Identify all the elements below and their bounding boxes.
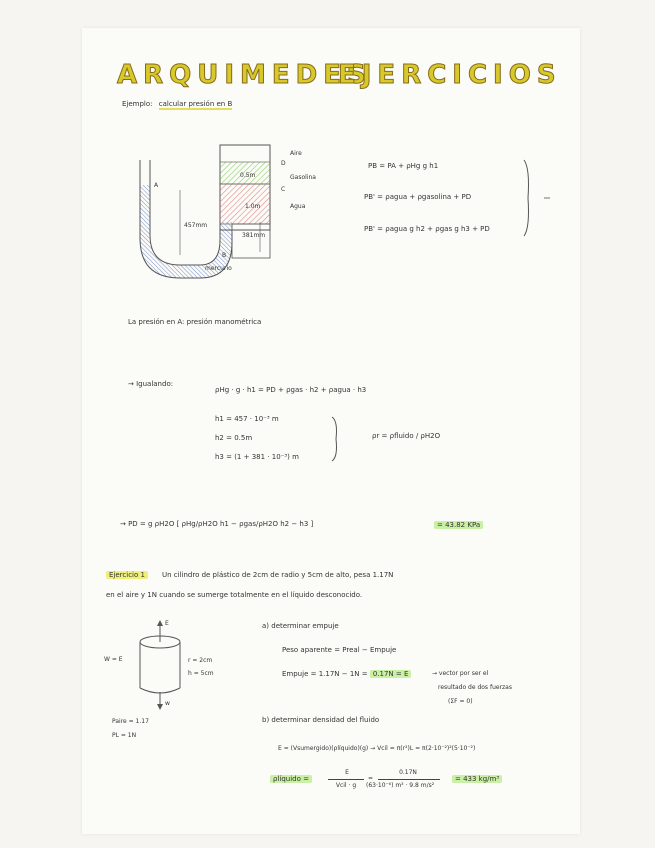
cylinder-diagram bbox=[125, 620, 195, 710]
vector-note-1: → vector por ser el bbox=[432, 670, 489, 677]
label-C: C bbox=[281, 186, 286, 193]
brace-values bbox=[330, 415, 344, 463]
force-w-label: w bbox=[165, 700, 170, 707]
equation-2: PB' = ρagua + ρgasolina + PD bbox=[364, 193, 472, 201]
dim-457: 457mm bbox=[184, 222, 208, 229]
pl-value: PL = 1N bbox=[112, 732, 137, 739]
rho-equals: = bbox=[368, 775, 374, 782]
rho-frac2-bar bbox=[378, 779, 440, 780]
empuje-volume-equation: E = (Vsumergido)(ρlíquido)(g) → Vcil = π(r²)L = π(2·10⁻²)²(5·10⁻²) bbox=[278, 745, 476, 752]
example-label: Ejemplo: calcular presión en B bbox=[122, 100, 233, 108]
title-ejercicios: EJERCICIOS bbox=[338, 60, 562, 90]
peso-aparente: Peso aparente = Preal − Empuje bbox=[282, 646, 397, 654]
label-mercurio: mercurio bbox=[205, 265, 232, 272]
value-h1: h1 = 457 · 10⁻³ m bbox=[215, 415, 279, 423]
equating-equation: ρHg · g · h1 = PD + ρgas · h2 + ρagua · h3 bbox=[215, 386, 367, 394]
label-B: B bbox=[222, 252, 227, 259]
label-A: A bbox=[154, 182, 159, 189]
example-task: calcular presión en B bbox=[158, 100, 233, 108]
empuje-equation: Empuje = 1.17N − 1N = 0.17N = E bbox=[282, 670, 411, 678]
w-equals-E: W = E bbox=[104, 656, 123, 663]
pressure-note: La presión en A: presión manométrica bbox=[128, 318, 262, 326]
rho-frac2-num: 0.17N bbox=[399, 769, 417, 776]
title-arquimedes: ARQUIMEDES bbox=[117, 60, 372, 90]
paire-value: Paire = 1.17 bbox=[112, 718, 149, 725]
value-h2: h2 = 0.5m bbox=[215, 434, 253, 442]
label-D: D bbox=[281, 160, 286, 167]
label-aire: Aire bbox=[290, 150, 302, 157]
rho-frac2-den: (63·10⁻⁶) m³ · 9.8 m/s² bbox=[366, 782, 435, 789]
result-value: = 43.82 KPa bbox=[434, 521, 483, 529]
radius-value: r = 2cm bbox=[188, 657, 213, 664]
dim-381: 381mm bbox=[242, 232, 266, 239]
rho-result: = 433 kg/m³ bbox=[452, 775, 502, 783]
part-b-label: b) determinar densidad del fluido bbox=[262, 716, 380, 724]
dim-0-5: 0.5m bbox=[240, 172, 256, 179]
exercise-statement-1: Un cilindro de plástico de 2cm de radio y 5cm de alto, pesa 1.17N bbox=[162, 571, 394, 579]
result-equation: → PD = g ρH2O [ ρHg/ρH2O h1 − ρgas/ρH2O h2 − h3 ] bbox=[120, 520, 314, 528]
rho-label: ρlíquido = bbox=[270, 775, 312, 783]
part-a-label: a) determinar empuje bbox=[262, 622, 339, 630]
rho-frac-bar bbox=[328, 779, 364, 780]
rho-frac-den: Vcil · g bbox=[335, 782, 357, 789]
density-ratio: ρr = ρfluido / ρH2O bbox=[372, 432, 441, 440]
equation-3: PB' = ρagua g h2 + ρgas g h3 + PD bbox=[364, 225, 490, 233]
force-E-label: E bbox=[165, 620, 169, 627]
empuje-result: 0.17N = E bbox=[370, 670, 412, 678]
dim-1m: 1.0m bbox=[245, 203, 261, 210]
label-gasolina: Gasolina bbox=[290, 174, 316, 181]
label-agua: Agua bbox=[290, 203, 306, 210]
vector-note-2: resultado de dos fuerzas bbox=[438, 684, 512, 691]
rho-frac-num: E bbox=[345, 769, 349, 776]
manometer-diagram bbox=[140, 140, 320, 280]
exercise-label: Ejercicio 1 bbox=[106, 571, 148, 579]
equation-1: PB = PA + ρHg g h1 bbox=[368, 162, 439, 170]
exercise-statement-2: en el aire y 1N cuando se sumerge totalmente en el líquido desconocido. bbox=[106, 591, 363, 599]
value-h3: h3 = (1 + 381 · 10⁻³) m bbox=[215, 453, 299, 461]
height-value: h = 5cm bbox=[188, 670, 214, 677]
equating-label: → Igualando: bbox=[128, 380, 174, 388]
vector-note-3: (ΣF = 0) bbox=[448, 698, 473, 705]
brace-right bbox=[520, 158, 550, 238]
